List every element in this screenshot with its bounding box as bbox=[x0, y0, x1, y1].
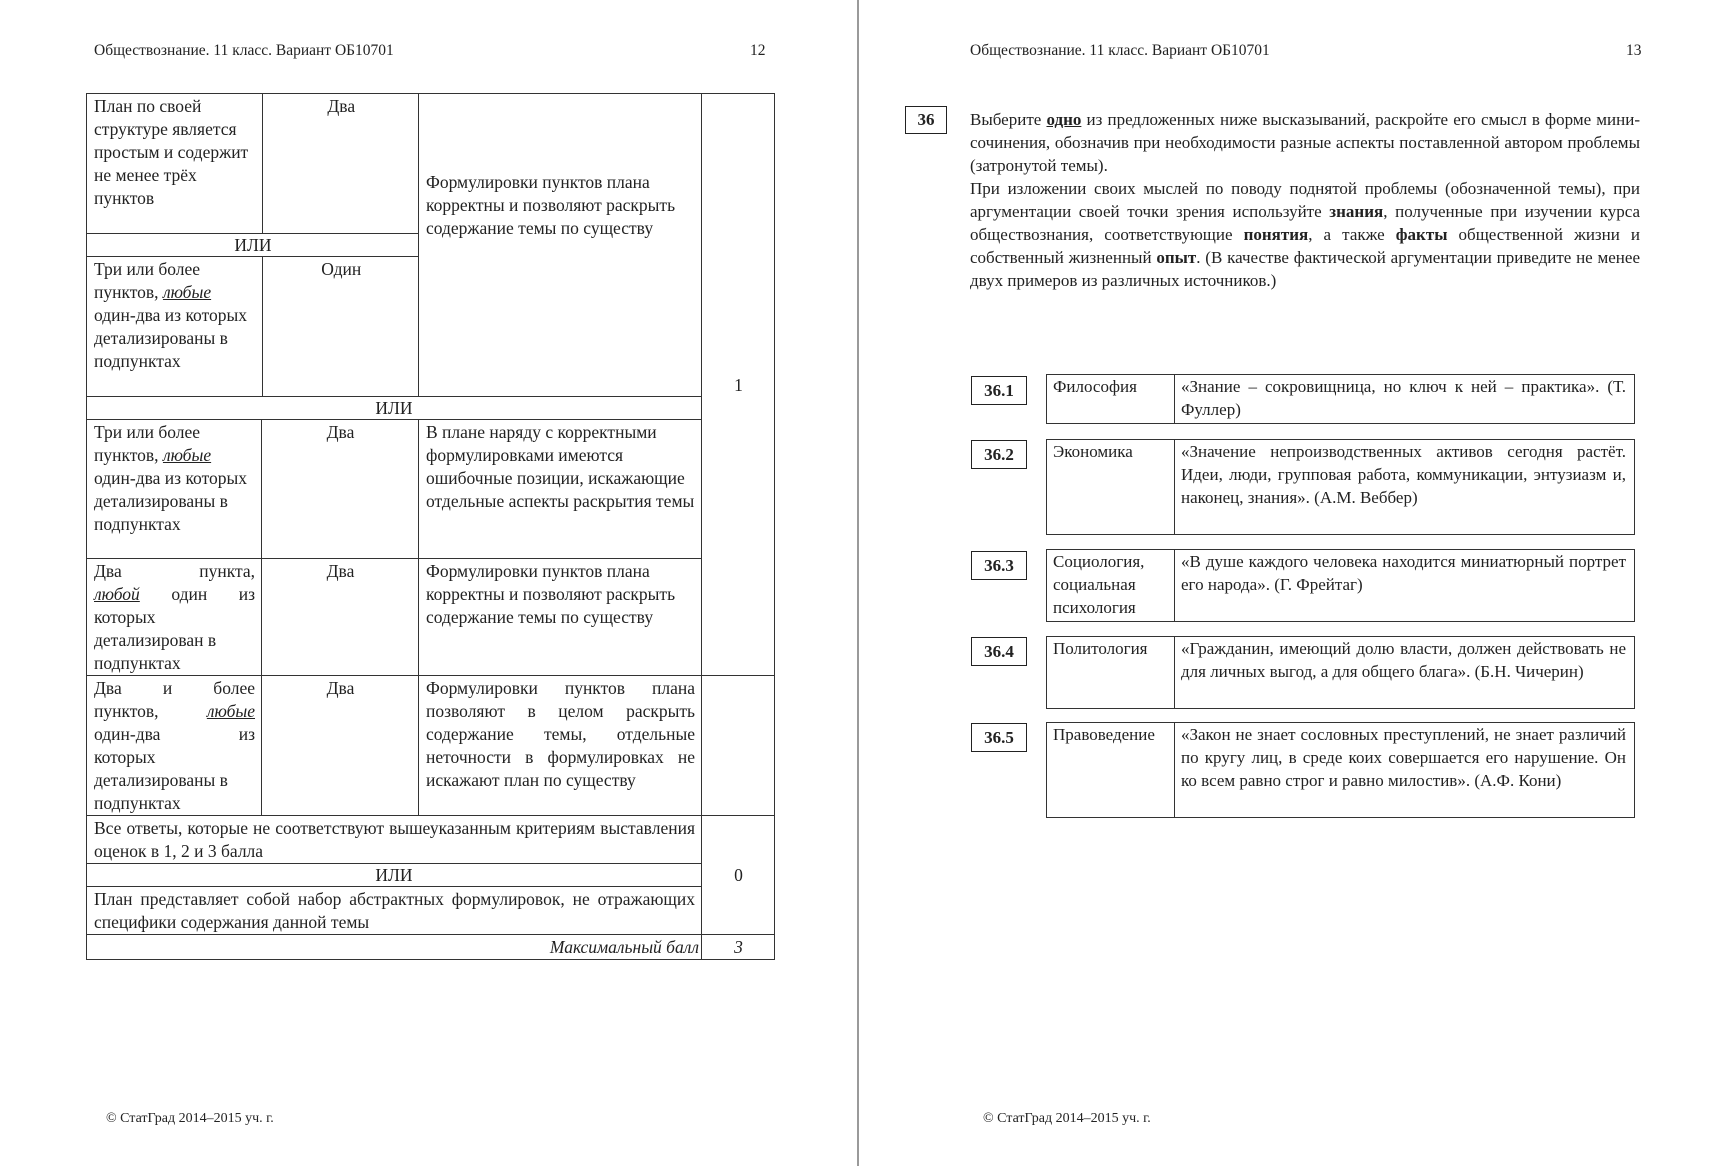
row1-subpoints-cell: Два bbox=[327, 96, 356, 116]
option-box bbox=[1046, 549, 1635, 622]
row3-structure-cell: Три или более пунктов, любые один-два из которых детализированы в подпунктах bbox=[87, 420, 262, 559]
option-quote: «Гражданин, имеющий долю власти, должен действовать не для личных выгод, а для общего блага». (Б.Н. Чичерин) bbox=[1181, 639, 1626, 681]
max-score-label: Максимальный балл bbox=[87, 935, 702, 960]
row4-subpoints-cell: Два bbox=[262, 559, 419, 676]
row4-wording-cell: Формулировки пунктов плана корректны и позволяют раскрыть содержание темы по существу bbox=[419, 559, 702, 676]
option-subject: Философия bbox=[1047, 375, 1175, 423]
emphasis-text: любой bbox=[94, 584, 140, 604]
row5-subpoints-cell: Два bbox=[262, 676, 419, 816]
option-box bbox=[1046, 439, 1635, 535]
option-number-box: 36.2 bbox=[971, 440, 1027, 469]
table-row bbox=[87, 935, 775, 960]
right-page-header: Обществознание. 11 класс. Вариант ОБ10701 bbox=[970, 42, 1270, 59]
option-quote: «Значение непроизводственных активов сегодня растёт. Идеи, люди, групповая работа, коммуникации, энтузиазм и, наконец, знания». (А.М. Веббер) bbox=[1181, 442, 1626, 507]
score-cell-empty bbox=[702, 676, 775, 816]
ili-label: ИЛИ bbox=[87, 397, 702, 420]
page-divider bbox=[857, 0, 859, 1166]
right-page-footer: © СтатГрад 2014–2015 уч. г. bbox=[983, 1111, 1151, 1126]
table-row bbox=[87, 887, 775, 935]
option-subject: Политология bbox=[1047, 637, 1175, 708]
left-page-header: Обществознание. 11 класс. Вариант ОБ10701 bbox=[94, 42, 394, 59]
row5-structure-cell: Два и более пунктов, любые один-два из которых детализированы в подпунктах bbox=[87, 676, 262, 816]
row3-subpoints-cell: Два bbox=[262, 420, 419, 559]
ili-label: ИЛИ bbox=[87, 864, 702, 887]
emphasis-text: любые bbox=[162, 282, 212, 302]
nested-structure-table bbox=[87, 94, 419, 396]
score-cell-1: 1 bbox=[702, 94, 775, 676]
table-row bbox=[87, 94, 775, 397]
option-number-box: 36.1 bbox=[971, 376, 1027, 405]
option-subject: Социология, социальная психология bbox=[1047, 550, 1175, 621]
task-instructions bbox=[970, 108, 1640, 292]
row2-structure-cell: Три или более пунктов, любые один-два из которых детализированы в подпунктах bbox=[87, 257, 262, 397]
table-row bbox=[87, 397, 775, 420]
table-row bbox=[87, 559, 775, 676]
task-paragraph-1: Выберите одно из предложенных ниже высказываний, раскройте его смысл в форме мини-сочинения, обозначив при необходимости разные аспекты поставленной автором проблемы (затронутой темы). bbox=[970, 110, 1640, 175]
task-number-box: 36 bbox=[905, 106, 947, 134]
task-paragraph-2: При изложении своих мыслей по поводу поднятой проблемы (обозначенной темы), при аргументации своей точки зрения используйте знания, полученные при изучении курса обществознания, соответствующие понятия, а также факты общественной жизни и собственный жизненный опыт. (В качестве фактической аргументации приведите не менее двух примеров из различных источников.) bbox=[970, 179, 1640, 290]
max-score-value: 3 bbox=[702, 935, 775, 960]
option-box bbox=[1046, 374, 1635, 424]
left-page-footer: © СтатГрад 2014–2015 уч. г. bbox=[106, 1111, 274, 1126]
emphasis-text: любые bbox=[206, 701, 255, 721]
right-page-number: 13 bbox=[1626, 42, 1642, 59]
ili-label: ИЛИ bbox=[87, 234, 419, 257]
left-page-number: 12 bbox=[750, 42, 766, 59]
score-cell-0: 0 bbox=[702, 816, 775, 935]
row6-text-cell: Все ответы, которые не соответствуют вышеуказанным критериям выставления оценок в 1, 2 и 3 балла bbox=[87, 816, 702, 864]
option-subject: Экономика bbox=[1047, 440, 1175, 534]
row7-text-cell: План представляет собой набор абстрактных формулировок, не отражающих специфики содержания данной темы bbox=[87, 887, 702, 935]
option-quote: «Знание – сокровищница, но ключ к ней – практика». (Т. Фуллер) bbox=[1181, 377, 1626, 419]
row3-wording-cell: В плане наряду с корректными формулировками имеются ошибочные позиции, искажающие отдельные аспекты раскрытия темы bbox=[419, 420, 702, 559]
table-row bbox=[87, 816, 775, 864]
row5-wording-cell: Формулировки пунктов плана позволяют в целом раскрыть содержание темы, отдельные неточности в формулировках не искажают план по существу bbox=[419, 676, 702, 816]
table-row bbox=[87, 420, 775, 559]
option-box bbox=[1046, 636, 1635, 709]
row12-wording-cell: Формулировки пунктов плана корректны и позволяют раскрыть содержание темы по существу bbox=[419, 94, 702, 397]
table-row bbox=[87, 864, 775, 887]
option-quote: «Закон не знает сословных преступлений, не знает различий по кругу лиц, в среде коих совершается его нарушение. Он ко всем равно строг и равно милостив». (А.Ф. Кони) bbox=[1181, 725, 1626, 790]
table-row bbox=[87, 676, 775, 816]
option-number-box: 36.3 bbox=[971, 551, 1027, 580]
emphasis-text: любые bbox=[162, 445, 212, 465]
option-subject: Правоведение bbox=[1047, 723, 1175, 817]
row4-structure-cell: Два пункта, любой один из которых детализирован в подпунктах bbox=[87, 559, 262, 676]
option-number-box: 36.5 bbox=[971, 723, 1027, 752]
criteria-table bbox=[86, 93, 775, 960]
option-quote: «В душе каждого человека находится миниатюрный портрет его народа». (Г. Фрейтаг) bbox=[1181, 552, 1626, 594]
option-number-box: 36.4 bbox=[971, 637, 1027, 666]
row1-structure-cell: План по своей структуре является простым и содержит не менее трёх пунктов bbox=[87, 94, 262, 234]
row2-subpoints-cell: Один bbox=[321, 259, 362, 279]
option-box bbox=[1046, 722, 1635, 818]
